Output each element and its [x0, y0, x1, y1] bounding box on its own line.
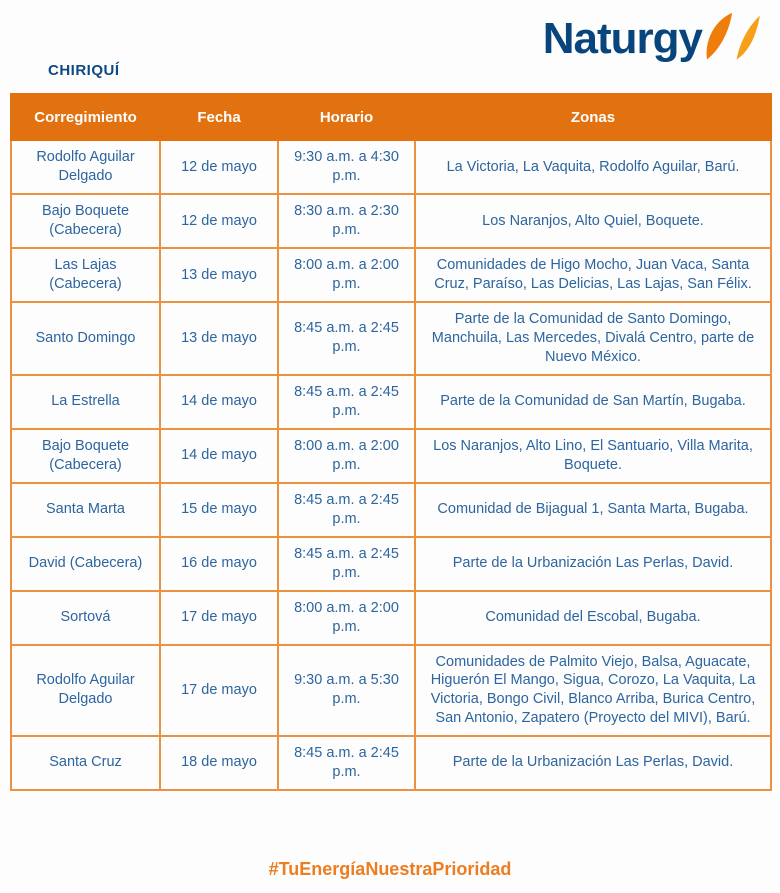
cell-horario: 8:45 a.m. a 2:45 p.m.	[278, 302, 415, 375]
schedule-table	[10, 93, 772, 791]
cell-fecha: 16 de mayo	[160, 537, 278, 591]
cell-fecha: 17 de mayo	[160, 645, 278, 736]
table-row	[11, 375, 771, 429]
header-fecha: Fecha	[160, 94, 278, 140]
cell-corregimiento: Bajo Boquete (Cabecera)	[11, 194, 160, 248]
cell-fecha: 14 de mayo	[160, 375, 278, 429]
cell-zonas: Comunidades de Higo Mocho, Juan Vaca, Santa Cruz, Paraíso, Las Delicias, Las Lajas, San Félix.	[415, 248, 771, 302]
cell-corregimiento: David (Cabecera)	[11, 537, 160, 591]
cell-horario: 8:45 a.m. a 2:45 p.m.	[278, 375, 415, 429]
cell-horario: 8:00 a.m. a 2:00 p.m.	[278, 591, 415, 645]
cell-corregimiento: Rodolfo Aguilar Delgado	[11, 645, 160, 736]
table-header-row	[11, 94, 771, 140]
cell-fecha: 13 de mayo	[160, 248, 278, 302]
cell-corregimiento: La Estrella	[11, 375, 160, 429]
cell-zonas: Parte de la Comunidad de Santo Domingo, Manchuila, Las Mercedes, Divalá Centro, parte de Nuevo México.	[415, 302, 771, 375]
header-horario: Horario	[278, 94, 415, 140]
cell-fecha: 14 de mayo	[160, 429, 278, 483]
cell-horario: 9:30 a.m. a 5:30 p.m.	[278, 645, 415, 736]
cell-zonas: Comunidad del Escobal, Bugaba.	[415, 591, 771, 645]
cell-fecha: 17 de mayo	[160, 591, 278, 645]
schedule-table-body	[11, 140, 771, 790]
header-corregimiento: Corregimiento	[11, 94, 160, 140]
cell-zonas: Comunidades de Palmito Viejo, Balsa, Aguacate, Higuerón El Mango, Sigua, Corozo, La Vaquita, La Victoria, Bongo Civil, Blanco Arriba, Burica Centro, San Antonio, Zapatero (Proyecto del MIVI), Barú.	[415, 645, 771, 736]
cell-horario: 8:45 a.m. a 2:45 p.m.	[278, 483, 415, 537]
table-row	[11, 194, 771, 248]
butterfly-icon	[704, 12, 762, 64]
cell-horario: 8:00 a.m. a 2:00 p.m.	[278, 248, 415, 302]
cell-fecha: 13 de mayo	[160, 302, 278, 375]
table-row	[11, 302, 771, 375]
footer-hashtag: #TuEnergíaNuestraPrioridad	[268, 859, 512, 879]
cell-horario: 8:00 a.m. a 2:00 p.m.	[278, 429, 415, 483]
cell-zonas: Parte de la Comunidad de San Martín, Bugaba.	[415, 375, 771, 429]
cell-horario: 8:45 a.m. a 2:45 p.m.	[278, 537, 415, 591]
table-row	[11, 483, 771, 537]
cell-horario: 8:45 a.m. a 2:45 p.m.	[278, 736, 415, 790]
table-row	[11, 140, 771, 194]
cell-horario: 8:30 a.m. a 2:30 p.m.	[278, 194, 415, 248]
table-row	[11, 537, 771, 591]
header-zonas: Zonas	[415, 94, 771, 140]
cell-fecha: 12 de mayo	[160, 194, 278, 248]
table-row	[11, 736, 771, 790]
cell-zonas: Parte de la Urbanización Las Perlas, David.	[415, 537, 771, 591]
cell-fecha: 12 de mayo	[160, 140, 278, 194]
cell-corregimiento: Rodolfo Aguilar Delgado	[11, 140, 160, 194]
cell-corregimiento: Santa Marta	[11, 483, 160, 537]
cell-horario: 9:30 a.m. a 4:30 p.m.	[278, 140, 415, 194]
cell-corregimiento: Bajo Boquete (Cabecera)	[11, 429, 160, 483]
naturgy-logo-text: Naturgy	[542, 14, 702, 63]
cell-corregimiento: Santo Domingo	[11, 302, 160, 375]
cell-corregimiento: Las Lajas (Cabecera)	[11, 248, 160, 302]
cell-corregimiento: Sortová	[11, 591, 160, 645]
cell-zonas: Parte de la Urbanización Las Perlas, David.	[415, 736, 771, 790]
cell-zonas: Comunidad de Bijagual 1, Santa Marta, Bugaba.	[415, 483, 771, 537]
cell-fecha: 15 de mayo	[160, 483, 278, 537]
cell-zonas: Los Naranjos, Alto Quiel, Boquete.	[415, 194, 771, 248]
region-label: CHIRIQUÍ	[48, 62, 120, 79]
table-row	[11, 591, 771, 645]
naturgy-logo	[543, 8, 762, 70]
cell-zonas: Los Naranjos, Alto Lino, El Santuario, Villa Marita, Boquete.	[415, 429, 771, 483]
cell-corregimiento: Santa Cruz	[11, 736, 160, 790]
table-row	[11, 429, 771, 483]
table-row	[11, 645, 771, 736]
table-row	[11, 248, 771, 302]
cell-zonas: La Victoria, La Vaquita, Rodolfo Aguilar, Barú.	[415, 140, 771, 194]
cell-fecha: 18 de mayo	[160, 736, 278, 790]
